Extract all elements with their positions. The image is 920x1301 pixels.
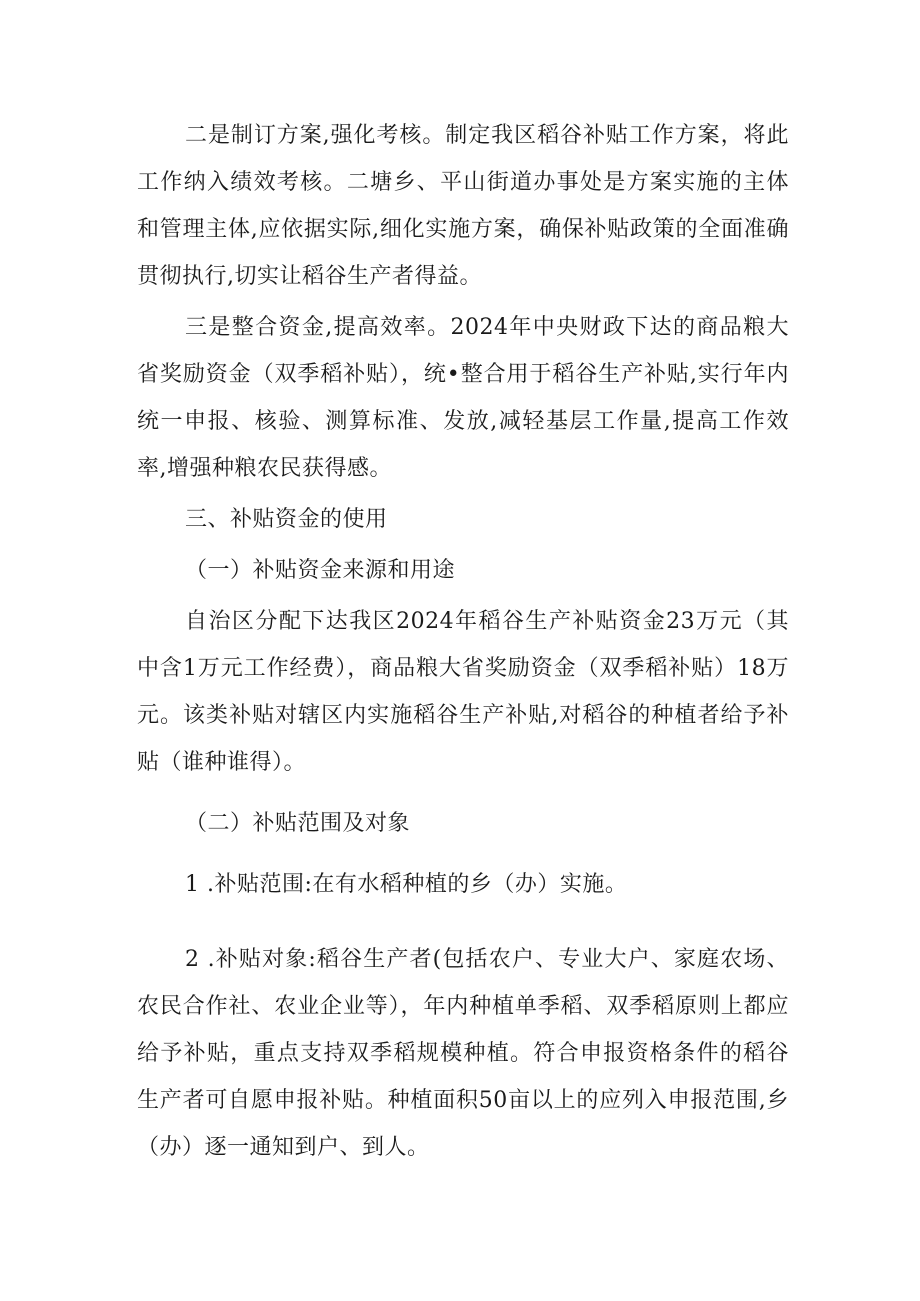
document-body: [137, 112, 789, 1171]
paragraph-plan-assessment: 二是制订方案,强化考核。制定我区稻谷补贴工作方案，将此工作纳入绩效考核。二塘乡、平山街道办事处是方案实施的主体和管理主体,应依据实际,细化实施方案，确保补贴政策的全面准确贯彻执行,切实让稻谷生产者得益。: [137, 123, 789, 289]
paragraph-fund-integration: 三是整合资金,提高效率。2024年中央财政下达的商品粮大省奖励资金（双季稻补贴），统•整合用于稻谷生产补贴,实行年内统一申报、核验、测算标准、发放,减轻基层工作量,提高工作效率,增强种粮农民获得感。: [137, 315, 789, 481]
subheading-scope-target: （二）补贴范围及对象: [185, 811, 411, 836]
paragraph-fund-allocation: 自治区分配下达我区2024年稻谷生产补贴资金23万元（其中含1万元工作经费），商品粮大省奖励资金（双季稻补贴）18万元。该类补贴对辖区内实施稻谷生产补贴,对稻谷的种植者给予补贴（谁种谁得）。: [137, 609, 789, 775]
paragraph-subsidy-scope: 1 .补贴范围:在有水稻种植的乡（办）实施。: [185, 872, 628, 897]
subheading-fund-source: （一）补贴资金来源和用途: [185, 558, 456, 583]
heading-section-three: 三、补贴资金的使用: [185, 507, 388, 532]
paragraph-subsidy-target: 2 .补贴对象:稻谷生产者(包括农户、专业大户、家庭农场、农民合作社、农业企业等），年内种植单季稻、双季稻原则上都应给予补贴，重点支持双季稻规模种植。符合申报资格条件的稻谷生产者可自愿申报补贴。种植面积50亩以上的应列入申报范围,乡（办）逐一通知到户、到人。: [137, 947, 789, 1160]
